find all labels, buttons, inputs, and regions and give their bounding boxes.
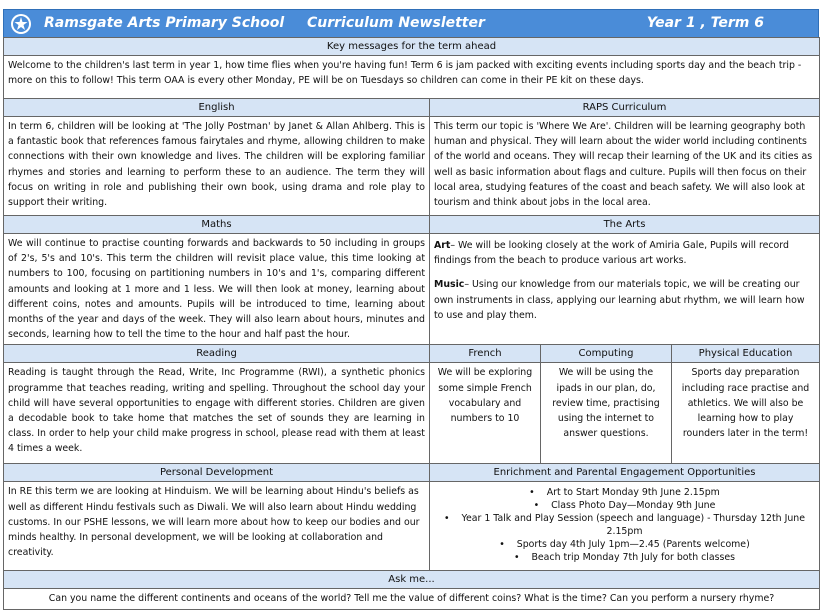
key-messages-body: Welcome to the children's last term in year 1, how time flies when you're having fun! Term 6 is jam packed with exciting events including sports day and the beach trip - more on this to follow! This term OAA is every other Monday, PE will be on Tuesdays so children can come in their PE kit on these days. [4, 56, 820, 99]
reading-body: Reading is taught through the Read, Write, Inc Programme (RWI), a synthetic phonics programme that teaches reading, writing and spelling. Throughout the school day your child will have several opportunities to engage with different stories. Children are given a decodable book to take home that matches the set of sounds they are learning in class. In order to help your child make progress in school, please read with them at least 4 times a week. [4, 363, 430, 464]
ask-heading: Ask me... [4, 571, 820, 589]
school-name: Ramsgate Arts Primary School [44, 15, 285, 31]
ask-body: Can you name the different continents and oceans of the world? Tell me the value of different coins? What is the time? Can you perform a nursery rhyme? [4, 589, 820, 610]
raps-body: This term our topic is 'Where We Are'. Children will be learning geography both human and physical. They will learn about the wider world including continents of the world and oceans. They will recap their learning of the UK and its cities as well as basic information about flags and culture. Pupils will then focus on their local area, studying features of the coast and beach safety. We will also look at tourism and think about jobs in the local area. [430, 117, 820, 216]
list-item: • Art to Start Monday 9th June 2.15pm [434, 486, 815, 499]
art-text: – We will be looking closely at the work of Amiria Gale, Pupils will record findings from the beach to produce various art works. [434, 240, 789, 267]
computing-body: We will be using the ipads in our plan, do, review time, practising using the internet to answer questions. [541, 363, 672, 464]
art-paragraph [434, 238, 815, 268]
school-logo-icon [10, 13, 32, 35]
french-heading: French [430, 345, 541, 363]
list-item: • Year 1 Talk and Play Session (speech and language) - Thursday 12th June 2.15pm [434, 512, 815, 538]
art-label: Art [434, 240, 451, 251]
enrichment-heading: Enrichment and Parental Engagement Opportunities [430, 464, 820, 482]
enrichment-list [434, 486, 815, 564]
maths-heading: Maths [4, 216, 430, 234]
pe-body: Sports day preparation including race practise and athletics. We will also be learning how to play rounders later in the term! [672, 363, 820, 464]
newsletter-title: Curriculum Newsletter [307, 15, 485, 31]
maths-body: We will continue to practise counting forwards and backwards to 50 including in groups of 2's, 5's and 10's. This term the children will revisit place value, this time looking at numbers to 100, focusing on partitioning numbers in 10's and 1's, comparing different amounts and looking at 1 more and 1 less. We will then look at money, learning about different coins, notes and amounts. Pupils will be introduced to time, learning about months of the year and days of the week. They will also learn about hours, minutes and seconds, learning how to tell the time to the hour and half past the hour. [4, 234, 430, 345]
personal-body: In RE this term we are looking at Hinduism. We will be learning about Hindu's beliefs as well as different Hindu festivals such as Diwali. We will also learn about Hindu wedding customs. In our PSHE lessons, we will learn more about how to keep our bodies and our minds healthy. In personal development, we will be looking at collaboration and creativity. [4, 482, 430, 571]
english-body: In term 6, children will be looking at 'The Jolly Postman' by Janet & Allan Ahlberg. This is a fantastic book that references famous fairytales and rhyme, allowing children to make connections with their own knowledge and lives. The children will be exploring familiar rhymes and stories and learning to perform these to an audience. The term they will focus on writing in role and publishing their own book, using drama and role play to support their writing. [4, 117, 430, 216]
french-body: We will be exploring some simple French vocabulary and numbers to 10 [430, 363, 541, 464]
term-label: Year 1 , Term 6 [646, 15, 764, 31]
english-heading: English [4, 99, 430, 117]
arts-heading: The Arts [430, 216, 820, 234]
newsletter-header [3, 9, 819, 38]
newsletter-table [3, 37, 820, 610]
personal-heading: Personal Development [4, 464, 430, 482]
enrichment-body [430, 482, 820, 571]
raps-heading: RAPS Curriculum [430, 99, 820, 117]
music-paragraph [434, 277, 815, 323]
arts-body [430, 234, 820, 345]
list-item: • Class Photo Day—Monday 9th June [434, 499, 815, 512]
music-label: Music [434, 279, 465, 291]
computing-heading: Computing [541, 345, 672, 363]
key-messages-heading: Key messages for the term ahead [4, 38, 820, 56]
reading-heading: Reading [4, 345, 430, 363]
list-item: • Sports day 4th July 1pm—2.45 (Parents welcome) [434, 538, 815, 551]
pe-heading: Physical Education [672, 345, 820, 363]
music-text: – Using our knowledge from our materials topic, we will be creating our own instruments in class, applying our learning abut rhythm, we will learn how to use and play them. [434, 279, 805, 321]
list-item: • Beach trip Monday 7th July for both classes [434, 551, 815, 564]
